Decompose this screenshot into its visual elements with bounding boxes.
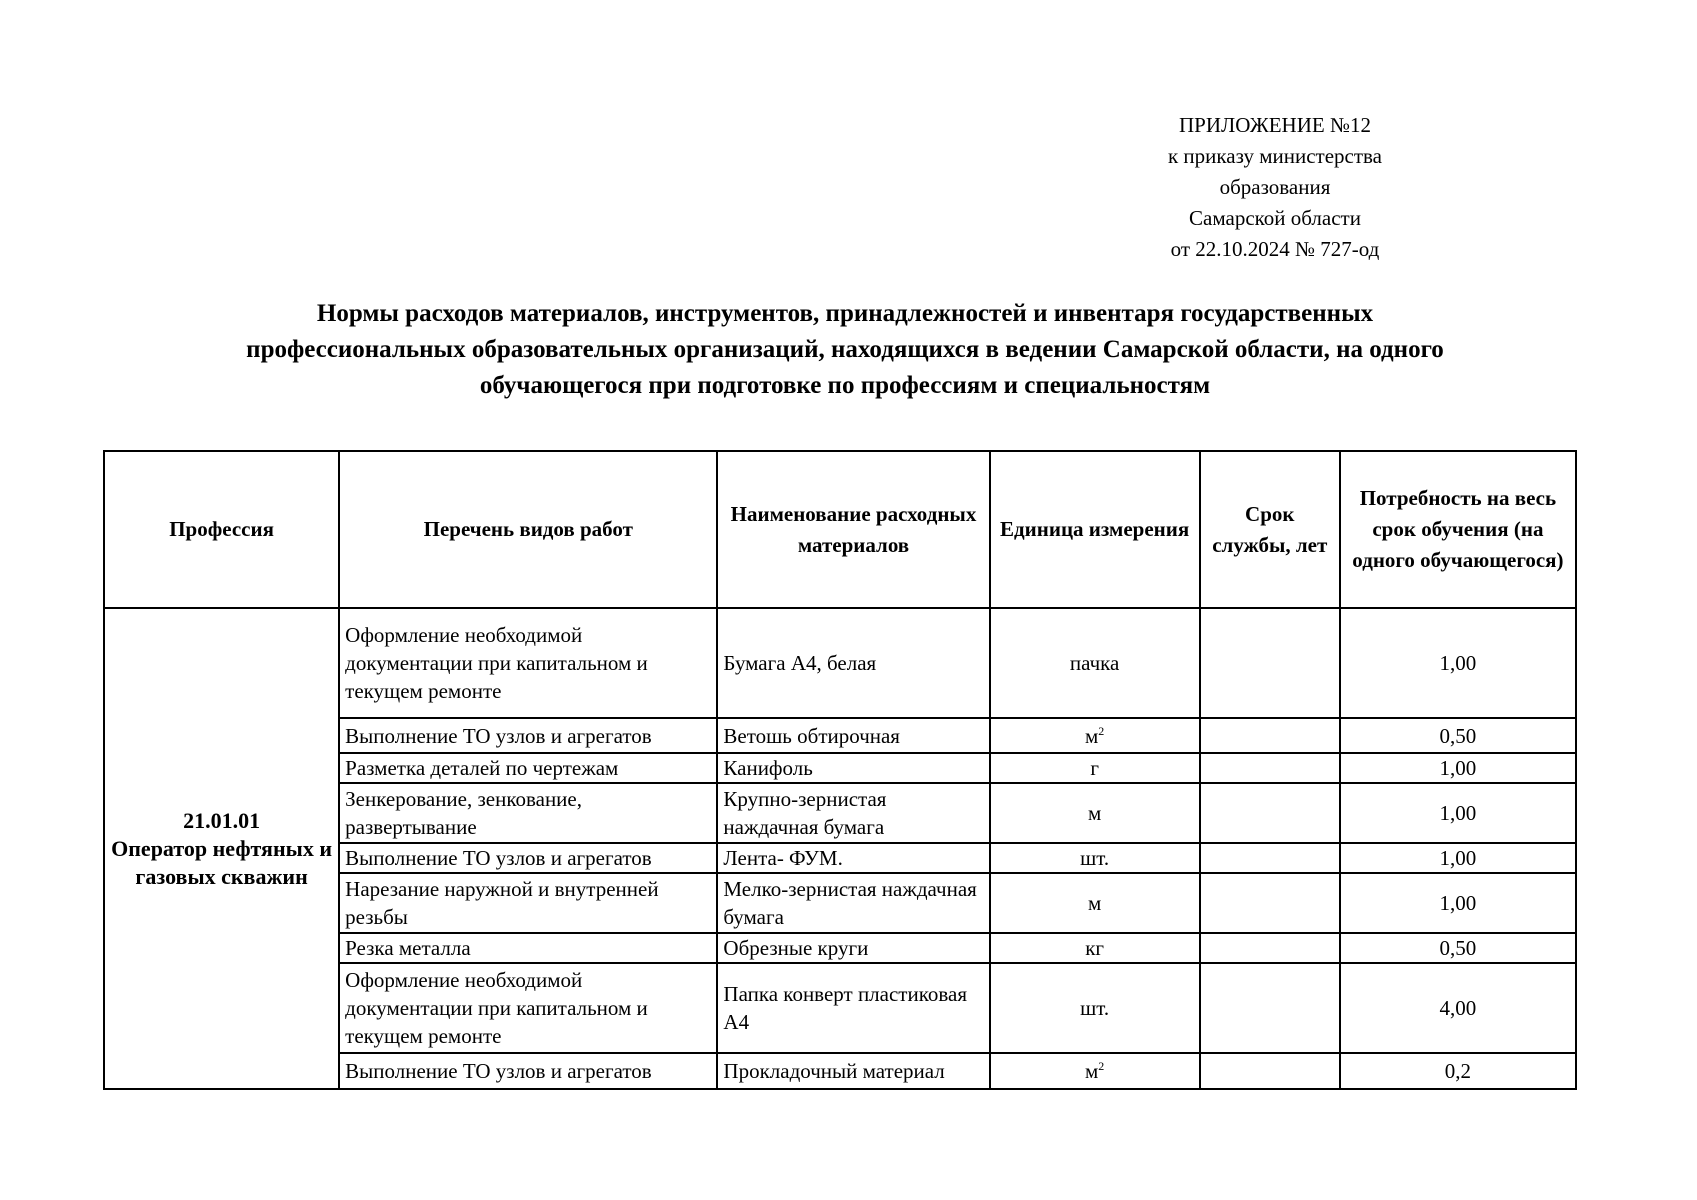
title-line-2: профессиональных образовательных организаций, находящихся в ведении Самарской области, на одного xyxy=(246,336,1444,363)
need-cell: 1,00 xyxy=(1340,608,1576,718)
unit-cell xyxy=(990,963,1200,1053)
unit-text: м xyxy=(1085,723,1099,748)
material-cell: Бумага А4, белая xyxy=(717,608,989,718)
unit-cell xyxy=(990,718,1200,753)
work-cell: Выполнение ТО узлов и агрегатов xyxy=(339,843,717,873)
need-cell: 0,50 xyxy=(1340,718,1576,753)
need-cell: 0,2 xyxy=(1340,1053,1576,1089)
appendix-region: Самарской области xyxy=(1189,206,1361,230)
work-cell: Оформление необходимой документации при капитальном и текущем ремонте xyxy=(339,608,717,718)
unit-cell xyxy=(990,1053,1200,1089)
work-cell: Резка металла xyxy=(339,933,717,963)
unit-superscript: 2 xyxy=(1098,1059,1105,1073)
appendix-order-ref: к приказу министерства xyxy=(1167,144,1383,168)
profession-name: Оператор нефтяных и газовых скважин xyxy=(111,835,332,889)
appendix-date: от 22.10.2024 № 727-од xyxy=(1170,237,1380,261)
header-works: Перечень видов работ xyxy=(339,451,717,608)
need-cell: 1,00 xyxy=(1340,843,1576,873)
unit-cell xyxy=(990,873,1200,933)
unit-cell xyxy=(990,783,1200,843)
service-life-cell xyxy=(1200,843,1340,873)
service-life-cell xyxy=(1200,718,1340,753)
header-materials: Наименование расходных материалов xyxy=(717,451,989,608)
unit-text: кг xyxy=(1085,936,1105,960)
material-cell: Мелко-зернистая наждачная бумага xyxy=(717,873,989,933)
unit-cell xyxy=(990,933,1200,963)
need-cell: 4,00 xyxy=(1340,963,1576,1053)
header-service-life: Срок службы, лет xyxy=(1200,451,1340,608)
norms-table xyxy=(103,450,1577,1090)
unit-cell xyxy=(990,608,1200,718)
service-life-cell xyxy=(1200,933,1340,963)
service-life-cell xyxy=(1200,608,1340,718)
service-life-cell xyxy=(1200,1053,1340,1089)
material-cell: Лента- ФУМ. xyxy=(717,843,989,873)
unit-text: м xyxy=(1085,1059,1099,1083)
material-cell: Обрезные круги xyxy=(717,933,989,963)
need-cell: 1,00 xyxy=(1340,873,1576,933)
unit-text: шт. xyxy=(1080,846,1110,870)
work-cell: Зенкерование, зенкование, развертывание xyxy=(339,783,717,843)
table-row xyxy=(104,608,1576,718)
table-header-row xyxy=(104,451,1576,608)
service-life-cell xyxy=(1200,873,1340,933)
unit-text: пачка xyxy=(1069,651,1120,675)
appendix-header xyxy=(1110,110,1440,265)
work-cell: Выполнение ТО узлов и агрегатов xyxy=(339,718,717,753)
work-cell: Разметка деталей по чертежам xyxy=(339,753,717,783)
profession-cell xyxy=(104,608,339,1089)
service-life-cell xyxy=(1200,783,1340,843)
work-cell: Оформление необходимой документации при капитальном и текущем ремонте xyxy=(339,963,717,1053)
unit-text: г xyxy=(1090,756,1099,780)
unit-text: м xyxy=(1088,801,1102,825)
material-cell: Крупно-зернистая наждачная бумага xyxy=(717,783,989,843)
title-line-1: Нормы расходов материалов, инструментов, принадлежностей и инвентаря государственных xyxy=(316,300,1374,327)
header-unit: Единица измерения xyxy=(990,451,1200,608)
unit-text: шт. xyxy=(1080,996,1110,1020)
service-life-cell xyxy=(1200,963,1340,1053)
material-cell: Прокладочный материал xyxy=(717,1053,989,1089)
material-cell: Ветошь обтирочная xyxy=(717,718,989,753)
document-title xyxy=(95,296,1595,404)
need-cell: 0,50 xyxy=(1340,933,1576,963)
service-life-cell xyxy=(1200,753,1340,783)
material-cell: Канифоль xyxy=(717,753,989,783)
header-profession: Профессия xyxy=(104,451,339,608)
profession-code: 21.01.01 xyxy=(183,807,261,833)
appendix-ministry: образования xyxy=(1219,175,1331,199)
unit-cell xyxy=(990,843,1200,873)
title-line-3: обучающегося при подготовке по профессиям и специальностям xyxy=(479,372,1211,399)
unit-superscript: 2 xyxy=(1098,723,1105,738)
unit-text: м xyxy=(1088,891,1102,915)
unit-cell xyxy=(990,753,1200,783)
header-need: Потребность на весь срок обучения (на одного обучающегося) xyxy=(1340,451,1576,608)
work-cell: Выполнение ТО узлов и агрегатов xyxy=(339,1053,717,1089)
appendix-number: ПРИЛОЖЕНИЕ №12 xyxy=(1179,113,1371,137)
work-cell: Нарезание наружной и внутренней резьбы xyxy=(339,873,717,933)
material-cell: Папка конверт пластиковая А4 xyxy=(717,963,989,1053)
need-cell: 1,00 xyxy=(1340,783,1576,843)
need-cell: 1,00 xyxy=(1340,753,1576,783)
